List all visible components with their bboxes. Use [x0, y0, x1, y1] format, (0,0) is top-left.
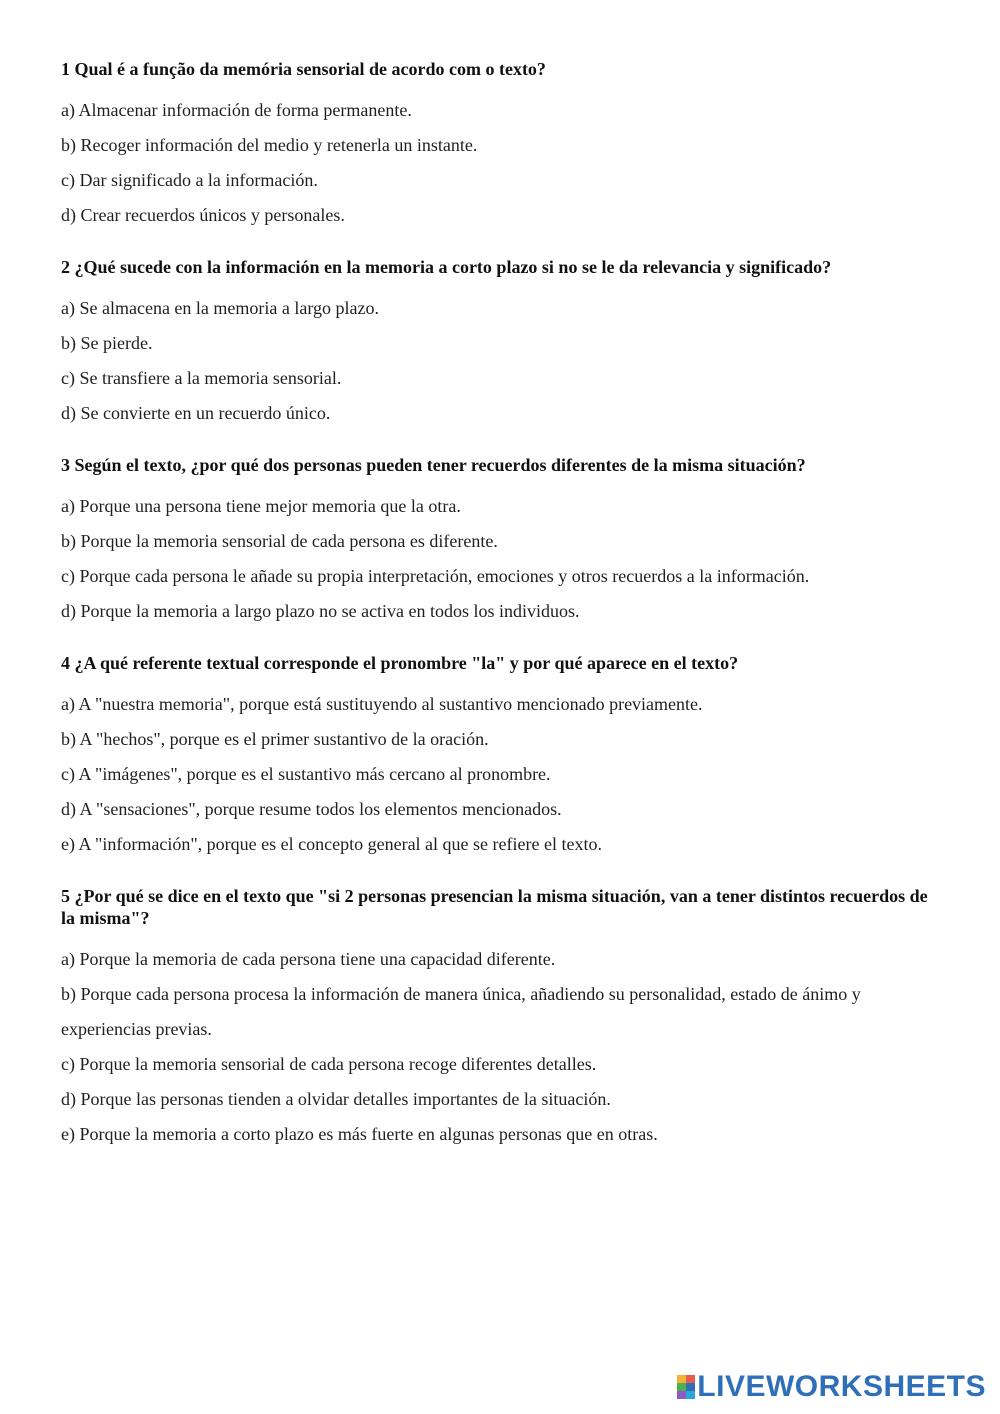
question-block [61, 454, 941, 629]
answer-option[interactable]: b) A "hechos", porque es el primer sustantivo de la oración. [61, 729, 489, 749]
answer-option[interactable]: d) Se convierte en un recuerdo único. [61, 403, 331, 423]
answer-option[interactable]: a) A "nuestra memoria", porque está sustituyendo al sustantivo mencionado previamente. [61, 694, 703, 714]
question-title: 2 ¿Qué sucede con la información en la memoria a corto plazo si no se le da relevancia y significado? [61, 257, 832, 277]
answer-option[interactable]: a) Se almacena en la memoria a largo plazo. [61, 298, 380, 318]
answer-option[interactable]: c) Se transfiere a la memoria sensorial. [61, 368, 342, 388]
question-title: 3 Según el texto, ¿por qué dos personas pueden tener recuerdos diferentes de la misma situación? [61, 455, 806, 475]
logo-square [686, 1383, 695, 1391]
answer-option[interactable]: e) A "información", porque es el concepto general al que se refiere el texto. [61, 834, 602, 854]
answer-option[interactable]: c) A "imágenes", porque es el sustantivo más cercano al pronombre. [61, 764, 551, 784]
answer-option[interactable]: c) Porque la memoria sensorial de cada persona recoge diferentes detalles. [61, 1054, 597, 1074]
answer-option[interactable]: d) Porque las personas tienden a olvidar detalles importantes de la situación. [61, 1089, 611, 1109]
answer-option[interactable]: e) Porque la memoria a corto plazo es más fuerte en algunas personas que en otras. [61, 1124, 658, 1144]
liveworksheets-logo-icon [677, 1375, 695, 1399]
question-block [61, 652, 941, 862]
logo-square [686, 1375, 695, 1383]
logo-square [677, 1375, 686, 1383]
answer-option[interactable]: c) Dar significado a la información. [61, 170, 318, 190]
question-title: 1 Qual é a função da memória sensorial de acordo com o texto? [61, 59, 546, 79]
question-title: 5 ¿Por qué se dice en el texto que "si 2 personas presencian la misma situación, van a tener distintos recuerdos de la misma"? [61, 886, 928, 928]
question-title: 4 ¿A qué referente textual corresponde el pronombre "la" y por qué aparece en el texto? [61, 653, 739, 673]
logo-square [677, 1383, 686, 1391]
answer-option[interactable]: b) Se pierde. [61, 333, 153, 353]
logo-text: LIVEWORKSHEETS [697, 1370, 986, 1403]
answer-option[interactable]: b) Porque la memoria sensorial de cada persona es diferente. [61, 531, 498, 551]
answer-option[interactable]: a) Porque la memoria de cada persona tiene una capacidad diferente. [61, 949, 556, 969]
answer-option[interactable]: d) Porque la memoria a largo plazo no se activa en todos los individuos. [61, 601, 580, 621]
answer-option[interactable]: b) Recoger información del medio y retenerla un instante. [61, 135, 478, 155]
answer-option[interactable]: c) Porque cada persona le añade su propia interpretación, emociones y otros recuerdos a la información. [61, 566, 810, 586]
answer-option[interactable]: d) A "sensaciones", porque resume todos los elementos mencionados. [61, 799, 562, 819]
liveworksheets-logo [677, 1370, 986, 1404]
question-block [61, 885, 941, 1152]
question-block [61, 256, 941, 431]
question-block [61, 58, 941, 233]
answer-option[interactable]: b) Porque cada persona procesa la información de manera única, añadiendo su personalidad, estado de ánimo y experiencias previas. [61, 984, 861, 1039]
logo-square [677, 1391, 686, 1399]
answer-option[interactable]: a) Almacenar información de forma permanente. [61, 100, 412, 120]
answer-option[interactable]: a) Porque una persona tiene mejor memoria que la otra. [61, 496, 461, 516]
answer-option[interactable]: d) Crear recuerdos únicos y personales. [61, 205, 345, 225]
worksheet-document [61, 58, 941, 1175]
logo-square [686, 1391, 695, 1399]
